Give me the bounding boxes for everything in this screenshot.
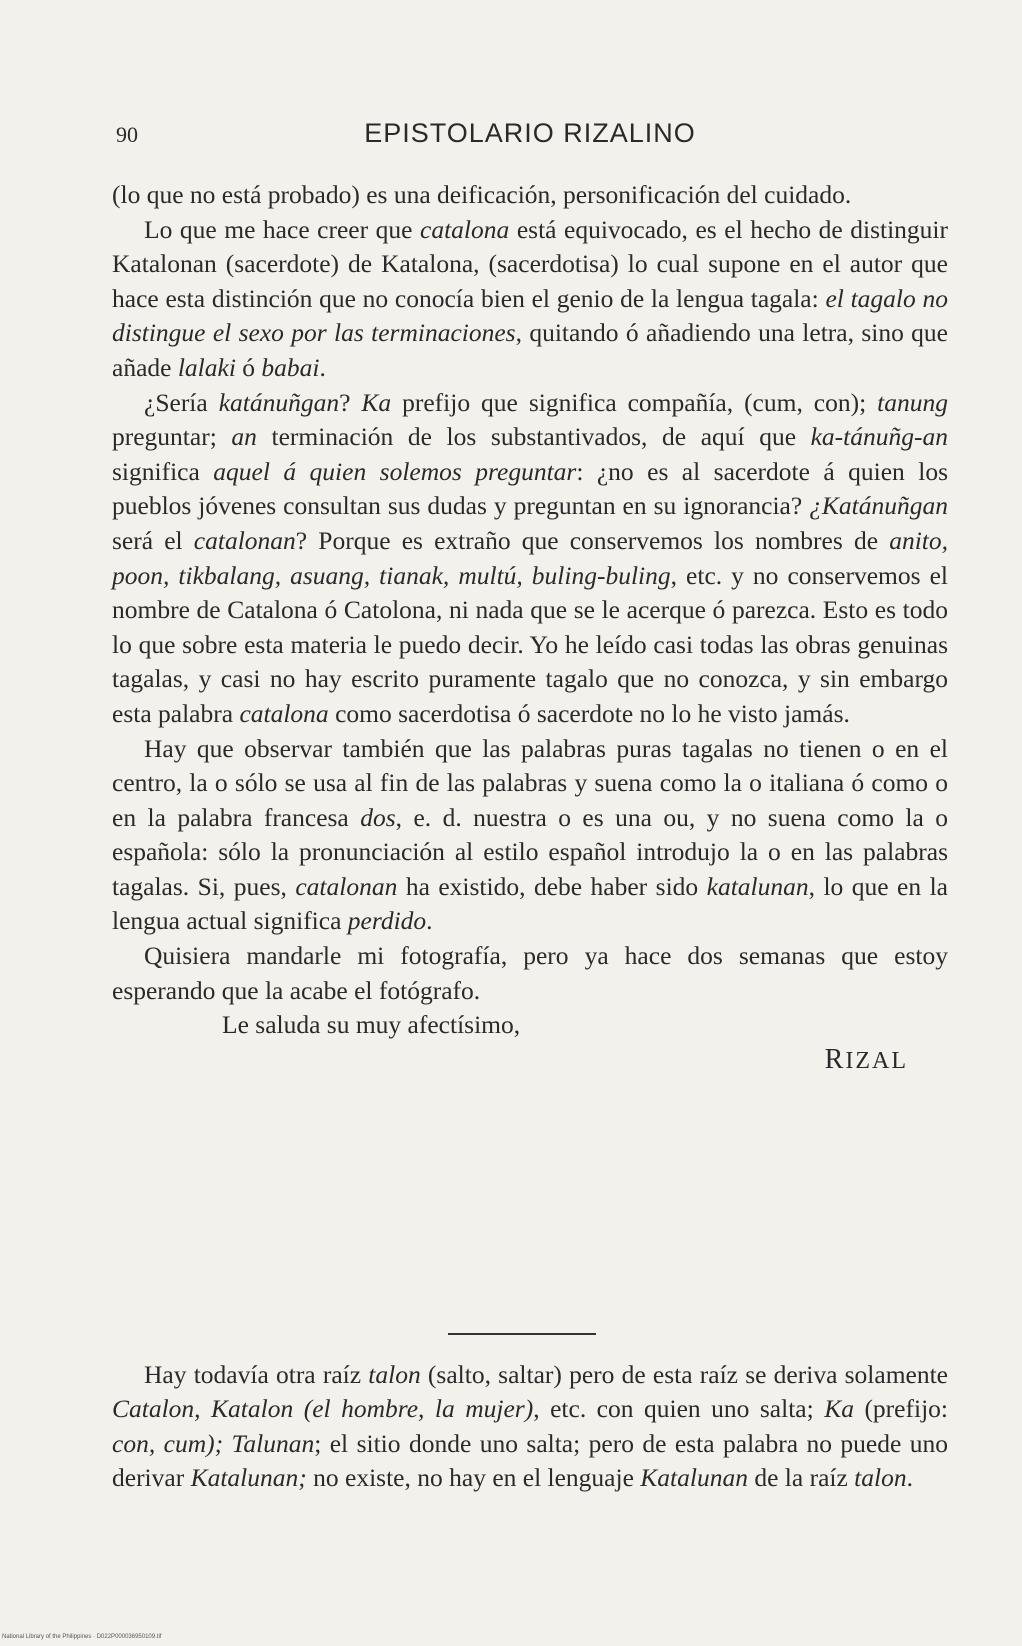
text-run: terminación de los substantivados, de aquí que xyxy=(256,422,811,452)
italic-run: talon xyxy=(368,1360,421,1389)
text-run: Hay todavía otra raíz xyxy=(144,1360,369,1389)
text-run: , etc. y no conservemos el nombre de Catalona ó Catolona, ni nada que se le acerque ó parezca. Esto es todo lo que sobre esta materia le puedo decir. Yo he leído casi todas las obras genuinas tagalas, y casi no hay escrito puramente tagalo que no conozca, y sin embargo esta palabra xyxy=(112,560,948,728)
italic-run: catalona xyxy=(239,698,329,728)
letter-body xyxy=(112,178,948,1078)
italic-run: catalonan xyxy=(193,525,296,555)
signature xyxy=(112,1043,948,1079)
italic-run: Katalunan; xyxy=(190,1463,307,1493)
text-run: Hay que observar también que las palabras puras tagalas no tienen o en el centro, la o sólo se usa al fin de las palabras y suena como la o italiana ó como o en la palabra francesa xyxy=(112,733,948,832)
text-run: (prefijo: xyxy=(853,1394,948,1424)
italic-run: tanung xyxy=(877,387,949,417)
text-run: prefijo que significa compañía, (cum, con); xyxy=(391,387,878,417)
text-run: preguntar; xyxy=(112,422,232,452)
italic-run: dos xyxy=(360,802,396,832)
text-run: (lo que no está probado) es una deificación, personificación del cuidado. xyxy=(112,180,852,209)
italic-run: perdido xyxy=(347,906,427,936)
italic-run: catalona xyxy=(420,214,510,244)
paragraph xyxy=(112,213,948,386)
italic-run: Ka xyxy=(824,1394,854,1424)
footnote xyxy=(112,1358,948,1496)
text-run: como sacerdotisa ó sacerdote no lo he visto jamás. xyxy=(328,698,850,728)
text-run: no existe, no hay en el lenguaje xyxy=(306,1463,641,1493)
italic-run: el tagalo no distingue el sexo por las terminaciones xyxy=(112,283,948,348)
paragraph xyxy=(112,178,948,213)
footnote-text xyxy=(112,1358,948,1496)
text-run: será el xyxy=(112,525,194,555)
text-run: Lo que me hace creer que xyxy=(144,214,421,244)
text-run: . xyxy=(319,352,326,382)
italic-run: an xyxy=(231,422,257,452)
italic-run: anito, poon, tikbalang, asuang, tianak, multú, buling-buling xyxy=(112,525,948,590)
page-number: 90 xyxy=(116,122,138,147)
italic-run: katánuñgan xyxy=(218,387,340,417)
footnote-divider xyxy=(448,1333,596,1335)
italic-run: katalunan xyxy=(706,871,809,901)
text-run: significa xyxy=(112,456,214,486)
text-run: , e. d. nuestra o es una ou, y no suena como la o española: sólo la pronunciación al estilo español introdujo la o en las palabras tagalas. Si, pues, xyxy=(112,802,948,901)
text-run: : ¿no es al sacerdote á quien los pueblos jóvenes consultan sus dudas y preguntan en su ignorancia? xyxy=(112,456,948,521)
italic-run: lalaki xyxy=(177,352,236,382)
italic-run: aquel á quien solemos preguntar xyxy=(213,456,577,486)
italic-run: ¿Katánuñgan xyxy=(809,491,948,521)
text-run: ? xyxy=(339,387,362,417)
text-run: . xyxy=(426,906,433,936)
signature-initial: R xyxy=(824,1043,846,1075)
page-header xyxy=(110,118,950,158)
archive-stamp: National Library of the Philippines · D022P000036950109.tif xyxy=(2,1634,162,1640)
text-run: ha existido, debe haber sido xyxy=(397,871,707,901)
paragraph xyxy=(112,939,948,1008)
italic-run: ka-tánuñg-an xyxy=(810,422,948,452)
text-run: ; el sitio donde uno salta; pero de esta palabra no puede uno derivar xyxy=(112,1428,948,1493)
italic-run: Katalunan xyxy=(640,1463,748,1493)
italic-run: babai xyxy=(261,352,320,382)
closing-line: Le saluda su muy afectísimo, xyxy=(222,1010,521,1040)
italic-run: con, cum); Talunan xyxy=(112,1428,315,1458)
text-run: ó xyxy=(235,352,262,382)
running-title: EPISTOLARIO RIZALINO xyxy=(364,118,696,148)
text-run: , etc. con quien uno salta; xyxy=(533,1394,825,1424)
italic-run: Catalon, Katalon (el hombre, la mujer) xyxy=(112,1394,534,1424)
paragraph xyxy=(112,386,948,732)
text-run: (salto, saltar) pero de esta raíz se deriva solamente xyxy=(420,1360,948,1389)
text-run: , lo que en la lengua actual significa xyxy=(112,871,948,936)
text-run: Quisiera mandarle mi fotografía, pero ya hace dos semanas que estoy esperando que la acabe el fotógrafo. xyxy=(112,941,948,1005)
text-run: ¿Sería xyxy=(144,387,219,417)
paragraph xyxy=(112,732,948,940)
text-run: está equivocado, es el hecho de distinguir Katalonan (sacerdote) de Katalona, (sacerdotisa) lo cual supone en el autor que hace esta distinción que no conocía bien el genio de la lengua tagala: xyxy=(112,214,948,313)
italic-run: talon xyxy=(854,1463,907,1493)
text-run: , quitando ó añadiendo una letra, sino que añade xyxy=(112,318,948,382)
italic-run: Ka xyxy=(361,387,392,417)
text-run: de la raíz xyxy=(747,1463,855,1493)
text-run: . xyxy=(906,1463,913,1493)
text-run: ? Porque es extraño que conservemos los nombres de xyxy=(295,525,890,555)
signature-rest: IZAL xyxy=(845,1047,908,1074)
italic-run: catalonan xyxy=(295,871,398,901)
